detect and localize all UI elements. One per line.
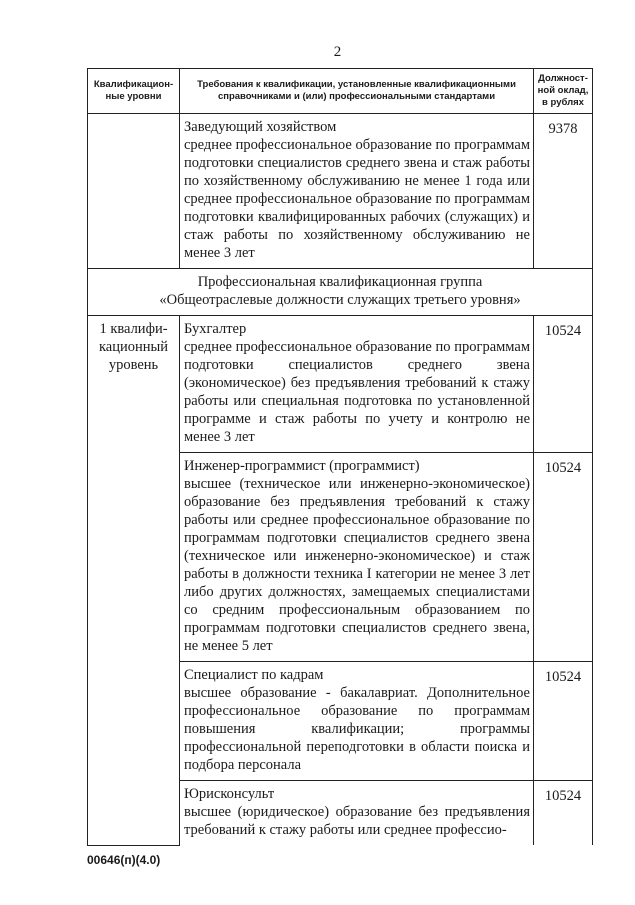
requirements-text: среднее профессиональное образование по программам подготовки специалистов среднего звена (экономическое) без предъявления требований к стажу работы или специальная подготовка по установленной программе и стаж работы по учету и контролю не менее 3 лет [184, 339, 530, 445]
header-levels: Квалификацион-ные уровни [88, 69, 180, 114]
requirements-cell [180, 114, 534, 269]
level-cell-empty [88, 114, 180, 269]
group-heading-line1: Профессиональная квалификационная группа [197, 274, 483, 290]
qualification-level: 1 квалифи-кационный уровень [88, 316, 180, 846]
group-heading [88, 269, 593, 316]
position-title: Специалист по кадрам [184, 667, 324, 683]
table-row [88, 114, 593, 269]
document-code: 00646(п)(4.0) [87, 853, 161, 867]
position-title: Заведующий хозяйством [184, 119, 337, 135]
group-heading-row [88, 269, 593, 316]
requirements-text: высшее образование - бакалавриат. Дополнительное профессиональное образование по программам повышения квалификации; программы профессиональной переподготовки в области поиска и подбора персонала [184, 685, 530, 773]
requirements-text: высшее (юридическое) образование без предъявления требований к стажу работы или среднее профессио- [184, 804, 530, 838]
salary-cell: 10524 [534, 316, 593, 453]
salary-cell: 9378 [534, 114, 593, 269]
requirements-cell [180, 781, 534, 846]
position-title: Юрисконсульт [184, 786, 275, 802]
qualification-table [87, 68, 593, 846]
table-row [88, 316, 593, 453]
requirements-cell [180, 453, 534, 662]
requirements-text: высшее (техническое или инженерно-экономическое) образование без предъявления требований к стажу работы или среднее профессиональное образование по программам подготовки специалистов среднего звена (техническое или инженерно-экономическое) и стаж работы в должности техника I категории не менее 3 лет либо других должностях, замещаемых специалистами со средним профессиональным образованием по программам подготовки специалистов среднего звена, не менее 5 лет [184, 476, 530, 654]
salary-cell: 10524 [534, 662, 593, 781]
header-salary: Должност-ной оклад, в рублях [534, 69, 593, 114]
salary-cell: 10524 [534, 781, 593, 846]
page-number: 2 [333, 44, 342, 60]
position-title: Инженер-программист (программист) [184, 458, 420, 474]
requirements-text: среднее профессиональное образование по программам подготовки специалистов среднего звена и стаж работы по хозяйственному обслуживанию не менее 1 года или среднее профессиональное образование по программам подготовки квалифицированных рабочих (служащих) и стаж работы по хозяйственному обслуживанию не менее 3 лет [184, 137, 530, 261]
requirements-cell [180, 316, 534, 453]
position-title: Бухгалтер [184, 321, 247, 337]
table-header-row [88, 69, 593, 114]
group-heading-line2: «Общеотраслевые должности служащих третьего уровня» [159, 292, 521, 308]
header-requirements: Требования к квалификации, установленные квалификационными справочниками и (или) профессиональными стандартами [180, 69, 534, 114]
requirements-cell [180, 662, 534, 781]
salary-cell: 10524 [534, 453, 593, 662]
